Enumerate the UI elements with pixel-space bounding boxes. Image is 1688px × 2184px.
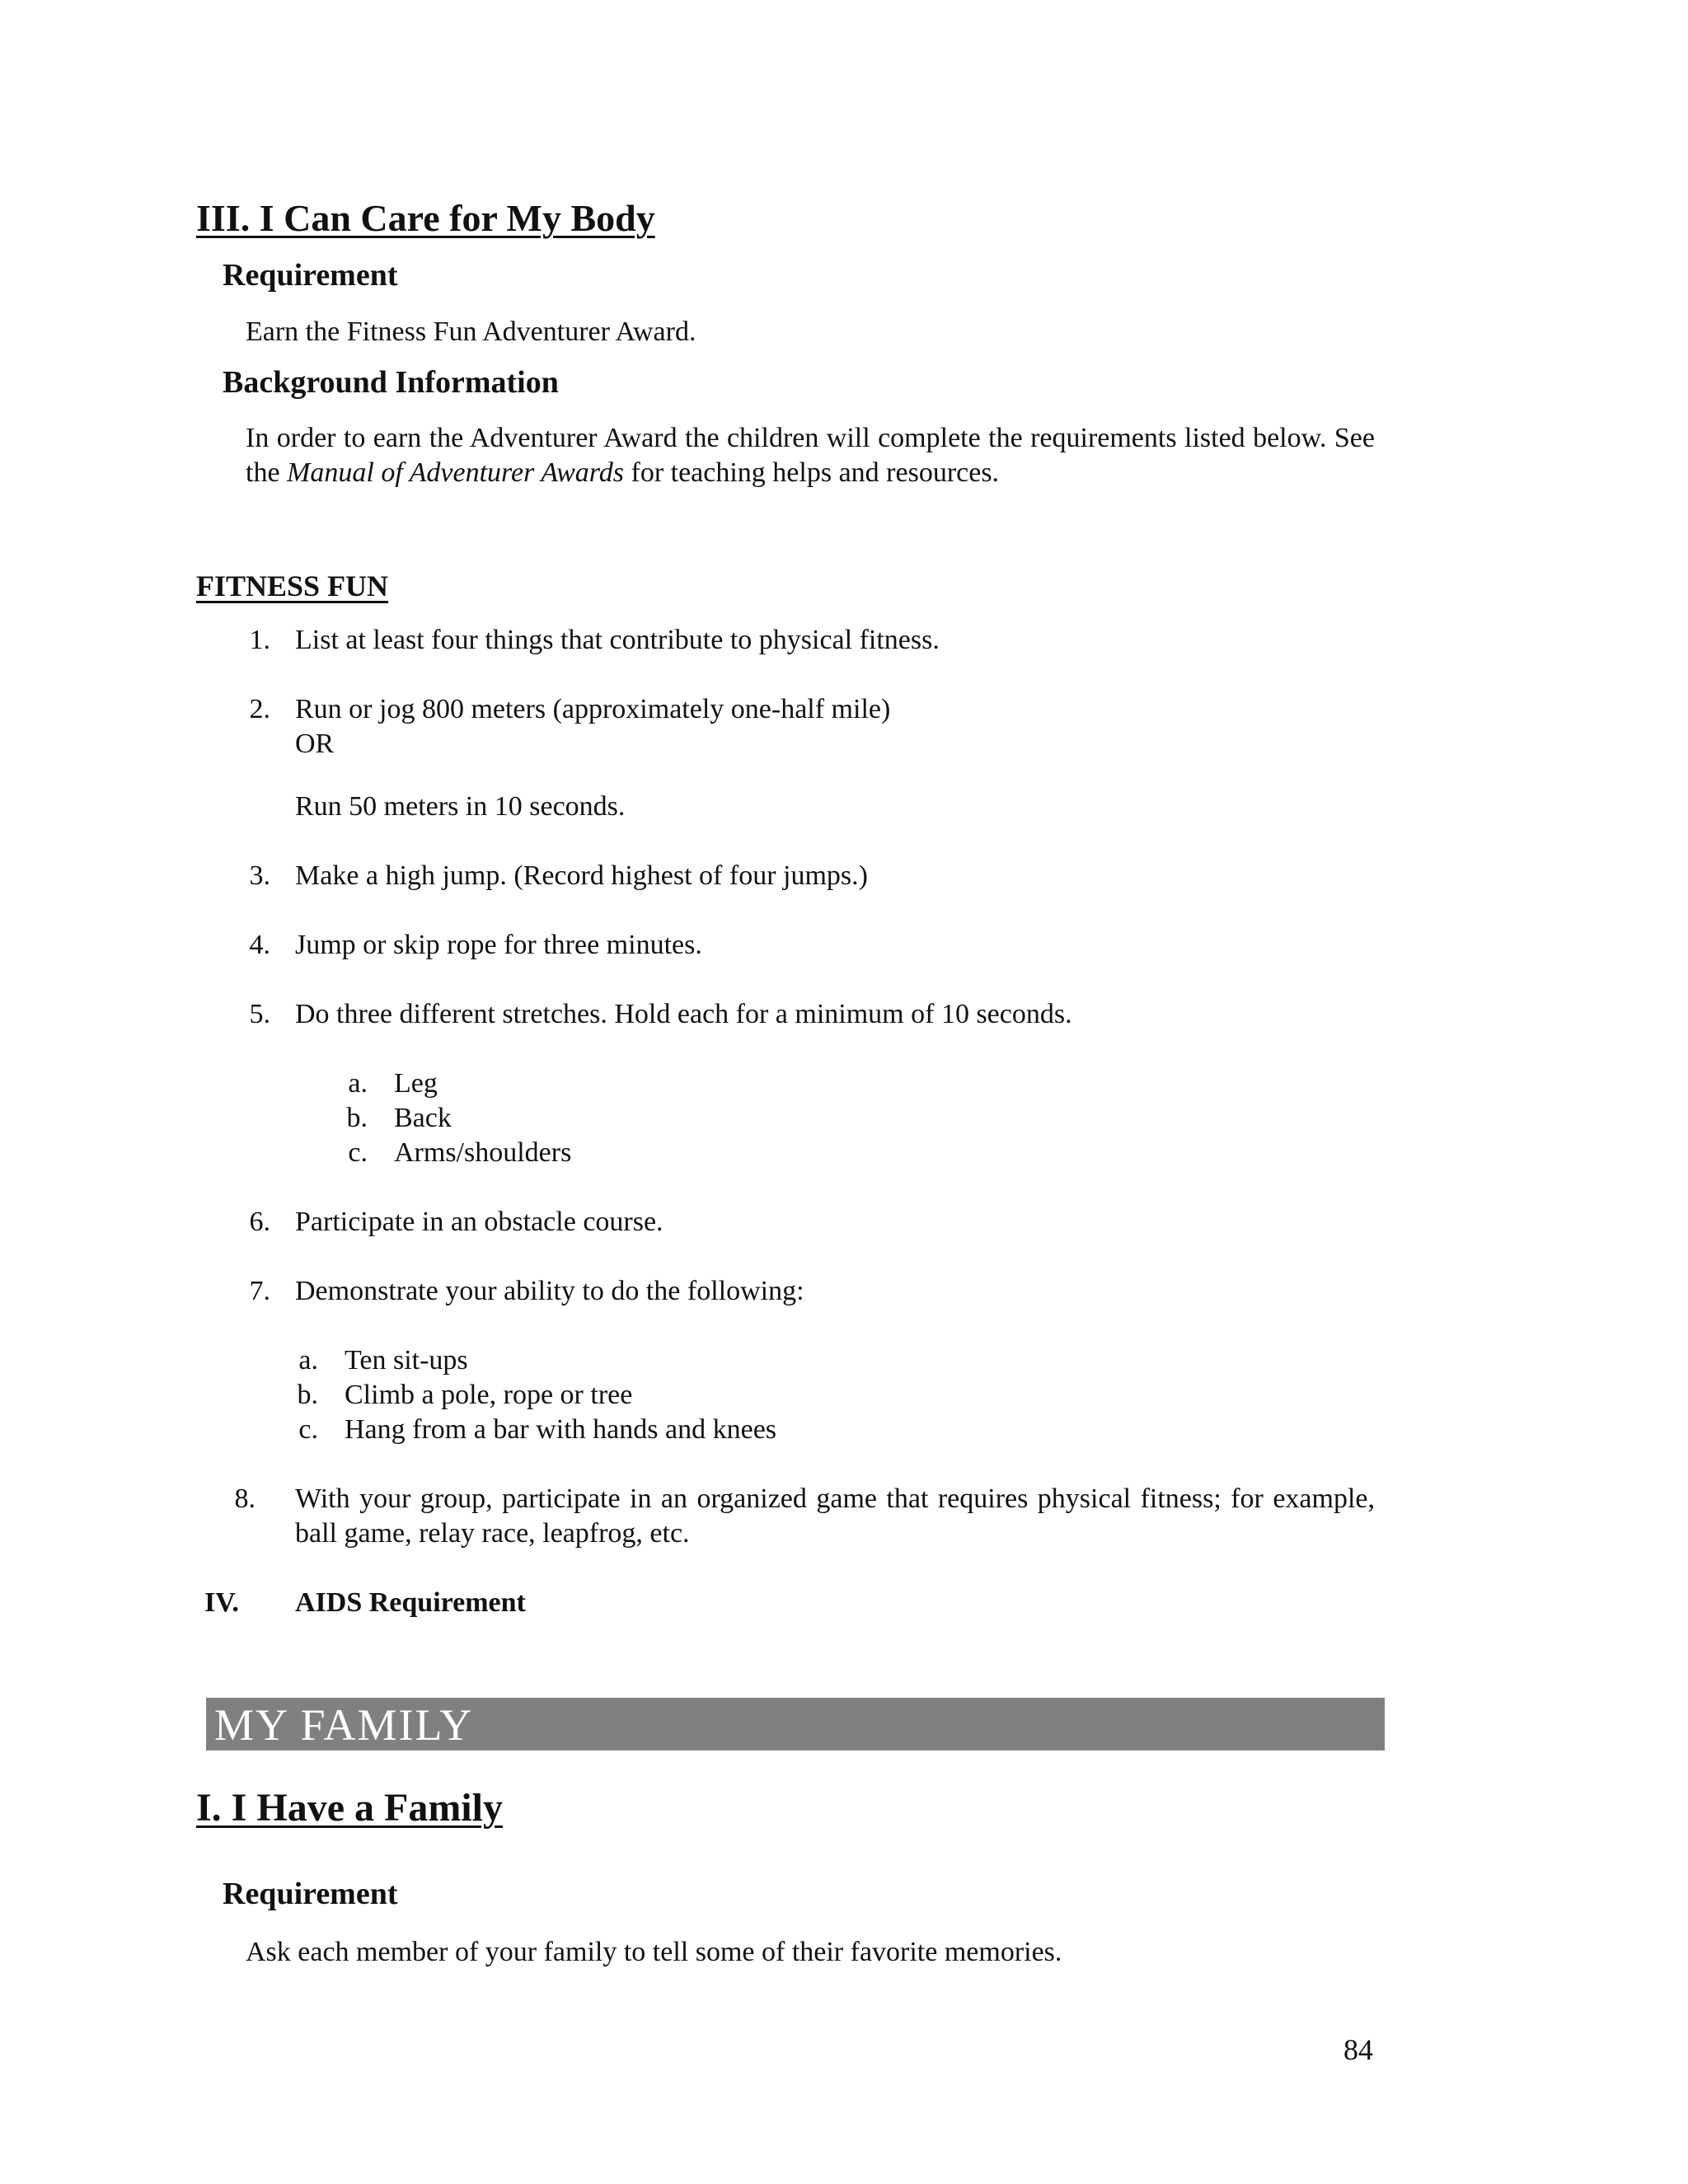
my-family-banner [206,1698,1385,1750]
sub-item-letter: c. [348,1137,368,1168]
banner-title: MY FAMILY [214,1700,474,1750]
list-item-number: 8. [234,1483,256,1514]
list-item: Demonstrate your ability to do the following: [295,1276,804,1306]
list-item-number: 1. [249,625,270,655]
list-item: Do three different stretches. Hold each for a minimum of 10 seconds. [295,999,1072,1029]
list-item: Participate in an obstacle course. [295,1207,663,1237]
sub-item: Leg [394,1068,438,1099]
background-text-start: In order to earn the Adventurer Award the children will complete the requirements listed below. See the [246,423,1375,488]
sub-item-letter: a. [298,1345,318,1376]
section-title-have-family: I. I Have a Family [196,1786,503,1830]
requirement-heading: Requirement [223,258,398,293]
sub-item-letter: b. [346,1103,368,1133]
sub-item: Climb a pole, rope or tree [345,1380,633,1410]
background-text-end: for teaching helps and resources. [624,457,1000,488]
section-number: IV. [204,1587,239,1618]
list-item-number: 3. [249,860,270,891]
sub-item-letter: c. [298,1414,318,1445]
list-item-number: 6. [249,1207,270,1237]
requirement-heading: Requirement [223,1877,398,1911]
sub-item: Arms/shoulders [394,1137,572,1168]
sub-item: Hang from a bar with hands and knees [345,1414,777,1445]
list-item-alternative: Run 50 meters in 10 seconds. [295,791,626,822]
list-item-number: 7. [249,1276,270,1306]
page-number: 84 [1343,2033,1373,2066]
list-item-number: 2. [249,694,270,724]
requirement-text: Ask each member of your family to tell some of their favorite memories. [246,1937,1062,1967]
sub-item: Ten sit-ups [345,1345,468,1376]
list-item: Jump or skip rope for three minutes. [295,930,702,960]
list-item: List at least four things that contribute to physical fitness. [295,625,940,655]
background-paragraph [246,421,1375,490]
sub-item-letter: b. [297,1380,318,1410]
section-title-care-for-body: III. I Can Care for My Body [196,197,655,239]
list-item: Run or jog 800 meters (approximately one-half mile) [295,694,891,724]
list-item-number: 4. [249,930,270,960]
requirement-text: Earn the Fitness Fun Adventurer Award. [246,316,696,347]
list-item-number: 5. [249,999,270,1029]
list-item: Make a high jump. (Record highest of four jumps.) [295,860,868,891]
list-item: With your group, participate in an organized game that requires physical fitness; for example, ball game, relay race, leapfrog, etc. [295,1483,1375,1549]
aids-requirement-heading: AIDS Requirement [295,1587,526,1618]
fitness-fun-title: FITNESS FUN [196,569,389,602]
sub-item: Back [394,1103,452,1133]
sub-item-letter: a. [348,1068,368,1099]
background-heading: Background Information [223,365,559,400]
manual-title: Manual of Adventurer Awards [287,457,624,488]
list-item-or: OR [295,729,335,759]
